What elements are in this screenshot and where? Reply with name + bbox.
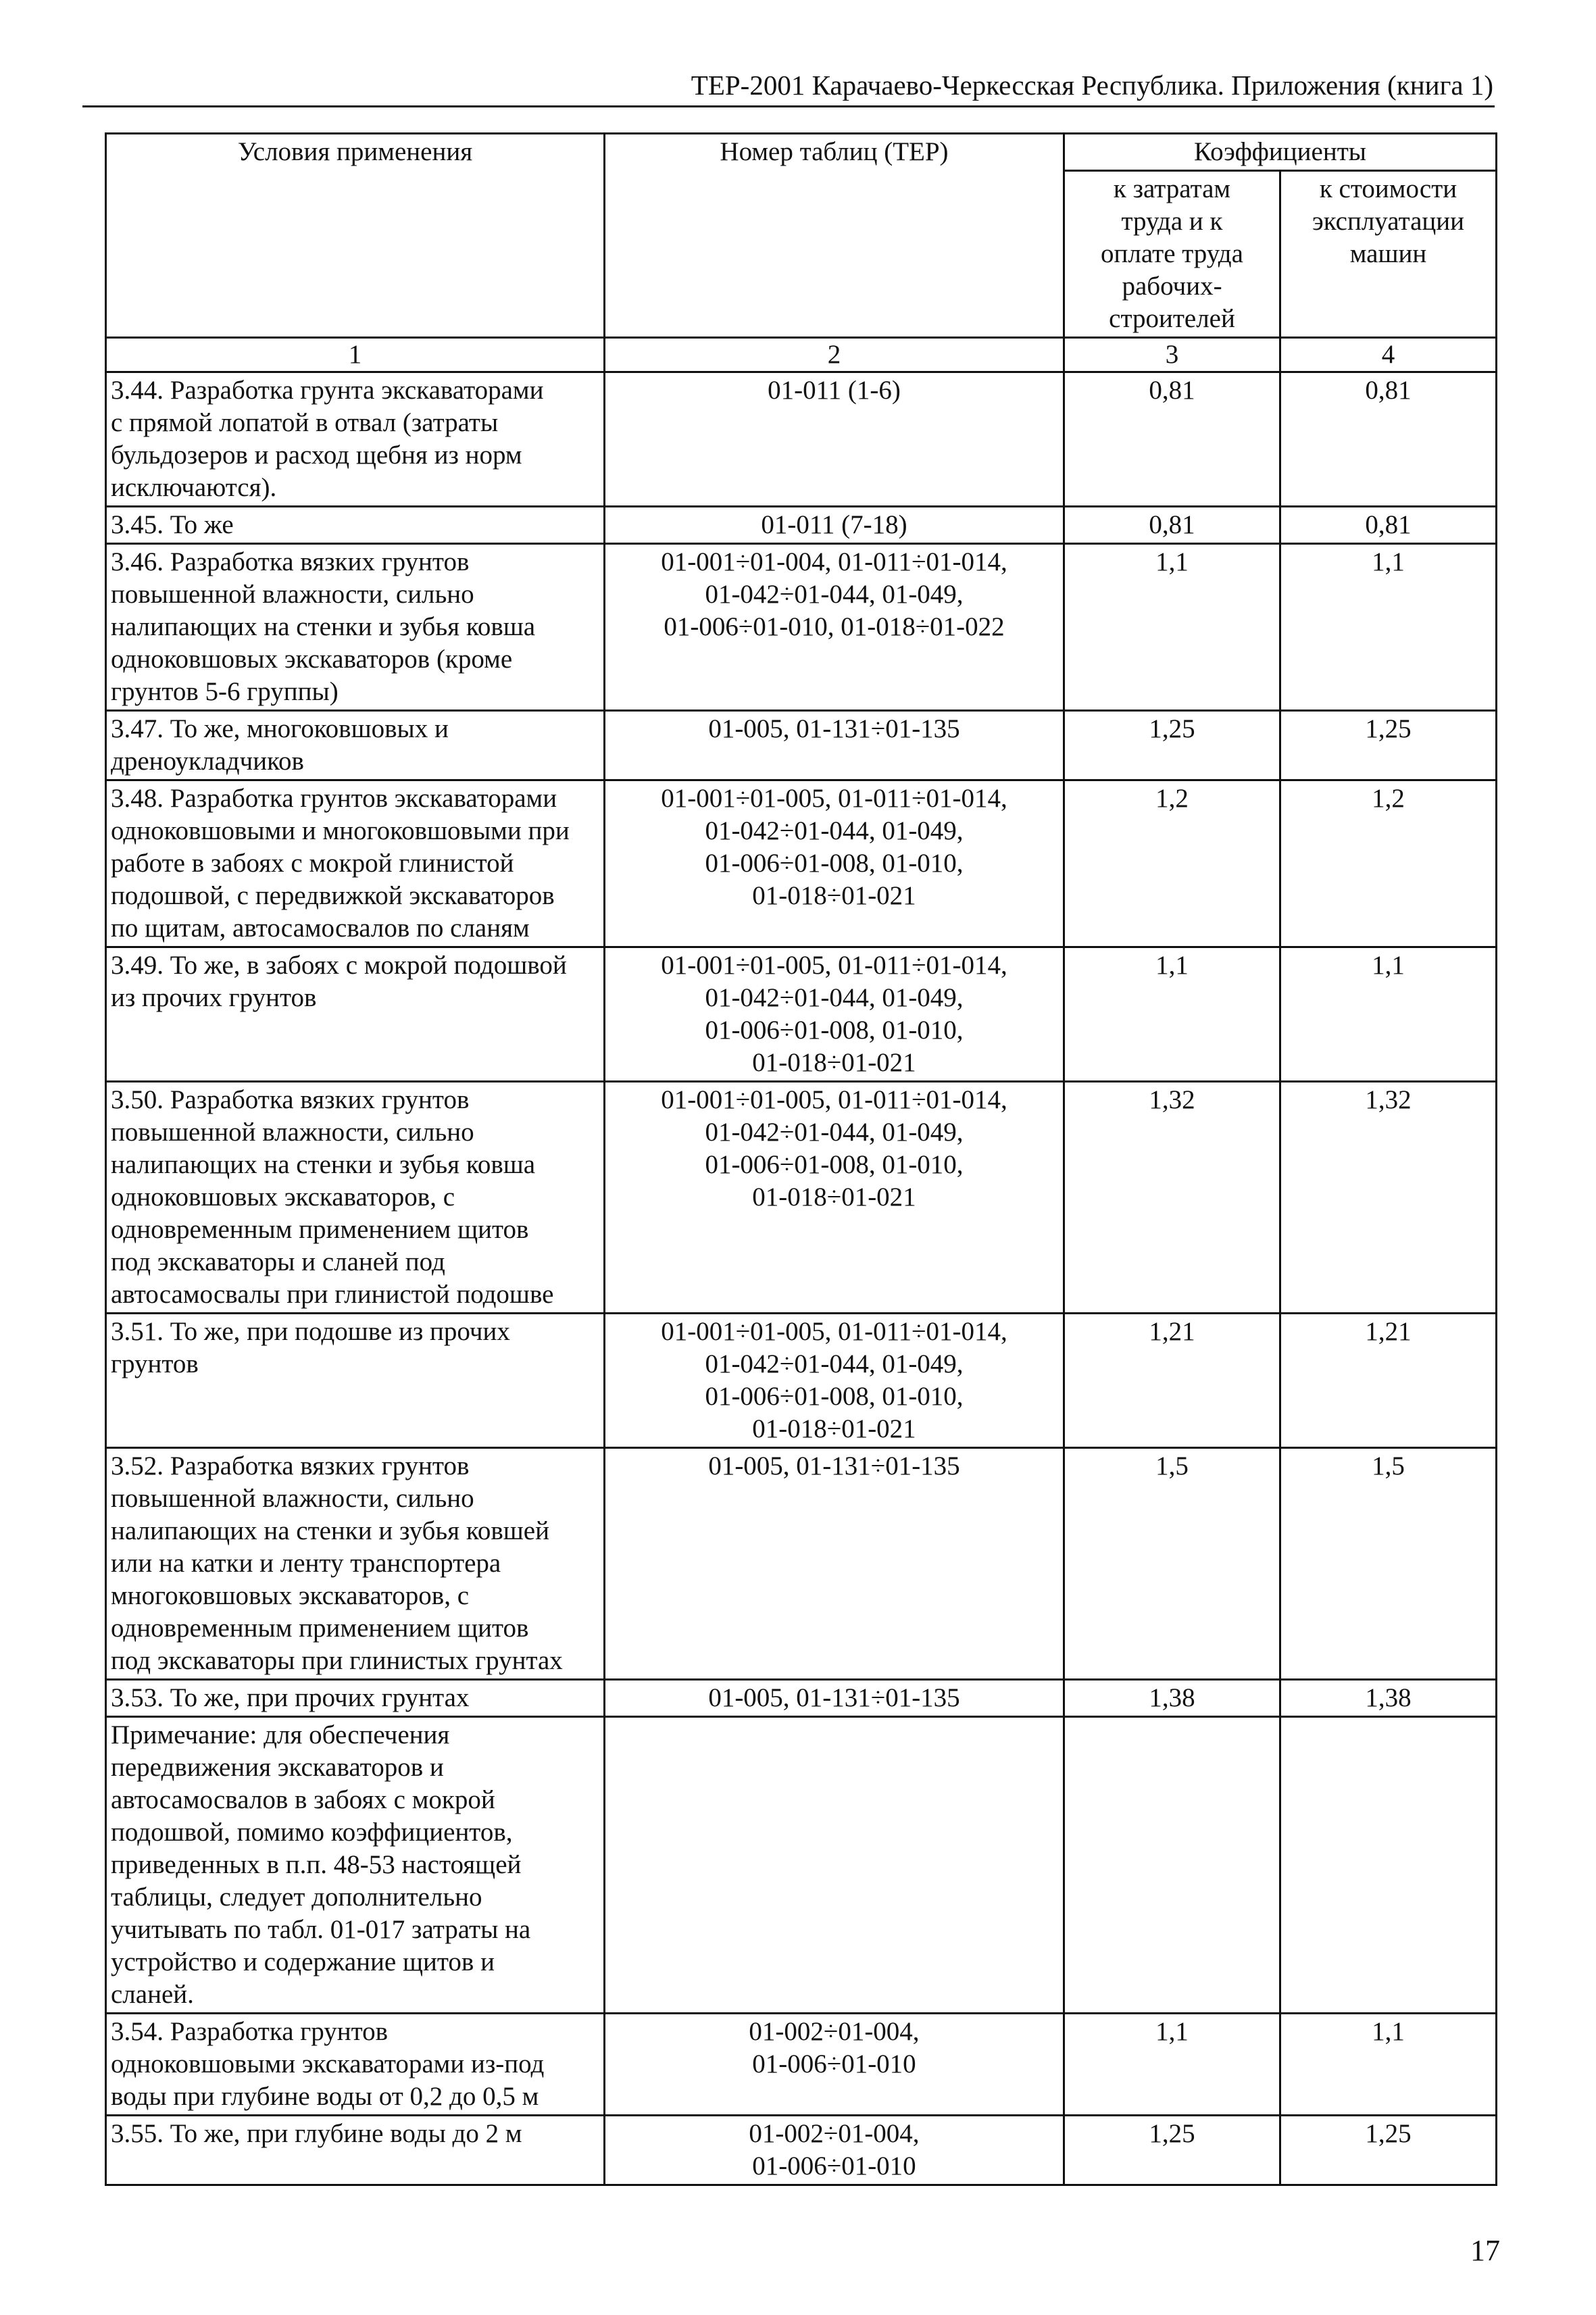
condition-line: под экскаваторы и сланей под bbox=[111, 1247, 445, 1276]
machines-coefficient-cell: 0,81 bbox=[1280, 507, 1497, 544]
header-machines-line: эксплуатации bbox=[1312, 207, 1465, 236]
labor-coefficient-cell: 0,81 bbox=[1064, 372, 1280, 507]
header-coefficients: Коэффициенты bbox=[1064, 134, 1497, 171]
table-number-cell bbox=[605, 2116, 1064, 2185]
machines-coefficient-cell bbox=[1280, 1717, 1497, 2014]
header-labor-line: к затратам bbox=[1113, 174, 1231, 203]
header-machines-line: к стоимости bbox=[1319, 174, 1457, 203]
labor-coefficient-cell: 1,5 bbox=[1064, 1448, 1280, 1680]
condition-line: одноковшовыми и многоковшовыми при bbox=[111, 816, 570, 845]
header-labor-line: труда и к bbox=[1121, 207, 1223, 236]
condition-line: грунтов bbox=[111, 1349, 199, 1378]
condition-line: одноковшовыми экскаваторами из-под bbox=[111, 2049, 545, 2078]
header-labor-coefficient bbox=[1064, 171, 1280, 338]
condition-line: повышенной влажности, сильно bbox=[111, 1484, 474, 1513]
table-row bbox=[106, 2116, 1497, 2185]
table-number-line: 01-018÷01-021 bbox=[752, 881, 916, 910]
header-divider bbox=[82, 105, 1495, 107]
header-labor-line: оплате труда bbox=[1101, 239, 1243, 268]
table-number-line: 01-042÷01-044, 01-049, bbox=[705, 1118, 964, 1147]
table-number-line: 01-011 (7-18) bbox=[761, 510, 907, 539]
machines-coefficient-cell: 1,38 bbox=[1280, 1680, 1497, 1717]
condition-line: или на катки и ленту транспортера bbox=[111, 1549, 501, 1578]
condition-line: Примечание: для обеспечения bbox=[111, 1720, 450, 1749]
condition-line: 3.44. Разработка грунта экскаваторами bbox=[111, 376, 544, 405]
table-number-line: 01-005, 01-131÷01-135 bbox=[708, 1451, 960, 1480]
machines-coefficient-cell: 1,1 bbox=[1280, 544, 1497, 711]
table-number-cell bbox=[605, 2014, 1064, 2116]
condition-line: многоковшовых экскаваторов, с bbox=[111, 1581, 470, 1610]
condition-line: одновременным применением щитов bbox=[111, 1614, 529, 1643]
condition-line: 3.53. То же, при прочих грунтах bbox=[111, 1683, 470, 1712]
condition-line: исключаются). bbox=[111, 473, 277, 502]
header-machines-line: машин bbox=[1349, 239, 1427, 268]
condition-line: повышенной влажности, сильно bbox=[111, 1118, 474, 1147]
labor-coefficient-cell: 1,25 bbox=[1064, 2116, 1280, 2185]
condition-line: под экскаваторы при глинистых грунтах bbox=[111, 1646, 563, 1675]
header-conditions: Условия применения bbox=[106, 134, 605, 338]
table-number-line: 01-002÷01-004, bbox=[749, 2017, 920, 2046]
table-number-line: 01-001÷01-004, 01-011÷01-014, bbox=[661, 547, 1007, 576]
table-row bbox=[106, 1448, 1497, 1680]
condition-cell bbox=[106, 780, 605, 947]
table-number-line: 01-042÷01-044, 01-049, bbox=[705, 816, 964, 845]
condition-cell bbox=[106, 544, 605, 711]
table-number-line: 01-006÷01-010 bbox=[752, 2049, 916, 2078]
table-number-cell bbox=[605, 1082, 1064, 1314]
condition-line: 3.46. Разработка вязких грунтов bbox=[111, 547, 470, 576]
condition-line: 3.52. Разработка вязких грунтов bbox=[111, 1451, 470, 1480]
table-number-line: 01-001÷01-005, 01-011÷01-014, bbox=[661, 784, 1007, 813]
condition-line: по щитам, автосамосвалов по сланям bbox=[111, 914, 530, 943]
table-row bbox=[106, 2014, 1497, 2116]
machines-coefficient-cell: 1,25 bbox=[1280, 711, 1497, 780]
coefficients-table bbox=[105, 132, 1497, 2186]
table-number-line: 01-018÷01-021 bbox=[752, 1048, 916, 1077]
condition-line: грунтов 5-6 группы) bbox=[111, 677, 339, 706]
page-number: 17 bbox=[1470, 2234, 1500, 2267]
condition-line: подошвой, помимо коэффициентов, bbox=[111, 1818, 513, 1847]
condition-line: одновременным применением щитов bbox=[111, 1215, 529, 1244]
condition-cell bbox=[106, 711, 605, 780]
condition-line: автосамосвалы при глинистой подошве bbox=[111, 1280, 554, 1309]
labor-coefficient-cell: 1,32 bbox=[1064, 1082, 1280, 1314]
table-number-cell bbox=[605, 947, 1064, 1082]
condition-line: подошвой, с передвижкой экскаваторов bbox=[111, 881, 555, 910]
condition-cell bbox=[106, 1717, 605, 2014]
header-table-number: Номер таблиц (ТЕР) bbox=[605, 134, 1064, 338]
labor-coefficient-cell: 1,1 bbox=[1064, 544, 1280, 711]
table-row bbox=[106, 1314, 1497, 1448]
condition-cell bbox=[106, 947, 605, 1082]
table-row bbox=[106, 780, 1497, 947]
condition-cell bbox=[106, 1082, 605, 1314]
labor-coefficient-cell: 1,2 bbox=[1064, 780, 1280, 947]
condition-line: учитывать по табл. 01-017 затраты на bbox=[111, 1915, 531, 1944]
condition-line: 3.48. Разработка грунтов экскаваторами bbox=[111, 784, 557, 813]
condition-line: бульдозеров и расход щебня из норм bbox=[111, 441, 522, 470]
machines-coefficient-cell: 1,32 bbox=[1280, 1082, 1497, 1314]
table-number-line: 01-005, 01-131÷01-135 bbox=[708, 1683, 960, 1712]
column-number-row bbox=[106, 338, 1497, 372]
table-number-line: 01-006÷01-010, 01-018÷01-022 bbox=[664, 612, 1005, 641]
condition-line: 3.50. Разработка вязких грунтов bbox=[111, 1085, 470, 1114]
condition-line: 3.51. То же, при подошве из прочих bbox=[111, 1317, 510, 1346]
condition-line: дреноукладчиков bbox=[111, 747, 304, 776]
table-number-cell bbox=[605, 780, 1064, 947]
table-number-cell bbox=[605, 711, 1064, 780]
table-number-line: 01-006÷01-010 bbox=[752, 2151, 916, 2181]
condition-cell bbox=[106, 2014, 605, 2116]
table-row bbox=[106, 507, 1497, 544]
machines-coefficient-cell: 1,2 bbox=[1280, 780, 1497, 947]
condition-line: устройство и содержание щитов и bbox=[111, 1947, 495, 1976]
machines-coefficient-cell: 1,5 bbox=[1280, 1448, 1497, 1680]
machines-coefficient-cell: 1,1 bbox=[1280, 2014, 1497, 2116]
table-number-line: 01-042÷01-044, 01-049, bbox=[705, 580, 964, 609]
condition-line: налипающих на стенки и зубья ковша bbox=[111, 1150, 536, 1179]
labor-coefficient-cell: 1,21 bbox=[1064, 1314, 1280, 1448]
labor-coefficient-cell bbox=[1064, 1717, 1280, 2014]
column-number: 4 bbox=[1280, 338, 1497, 372]
condition-cell bbox=[106, 2116, 605, 2185]
column-number: 1 bbox=[106, 338, 605, 372]
header-labor-line: строителей bbox=[1109, 304, 1235, 333]
condition-line: повышенной влажности, сильно bbox=[111, 580, 474, 609]
labor-coefficient-cell: 0,81 bbox=[1064, 507, 1280, 544]
table-row bbox=[106, 372, 1497, 507]
table-number-line: 01-001÷01-005, 01-011÷01-014, bbox=[661, 1085, 1007, 1114]
condition-line: работе в забоях с мокрой глинистой bbox=[111, 849, 514, 878]
condition-cell bbox=[106, 507, 605, 544]
labor-coefficient-cell: 1,25 bbox=[1064, 711, 1280, 780]
table-row bbox=[106, 1082, 1497, 1314]
labor-coefficient-cell: 1,1 bbox=[1064, 947, 1280, 1082]
condition-line: автосамосвалов в забоях с мокрой bbox=[111, 1785, 495, 1814]
table-row bbox=[106, 1717, 1497, 2014]
condition-line: 3.45. То же bbox=[111, 510, 234, 539]
condition-line: 3.47. То же, многоковшовых и bbox=[111, 714, 449, 743]
table-body bbox=[106, 372, 1497, 2185]
condition-line: одноковшовых экскаваторов (кроме bbox=[111, 645, 513, 674]
table-number-line: 01-006÷01-008, 01-010, bbox=[705, 1016, 964, 1045]
table-number-line: 01-042÷01-044, 01-049, bbox=[705, 1349, 964, 1378]
column-number: 2 bbox=[605, 338, 1064, 372]
condition-line: налипающих на стенки и зубья ковша bbox=[111, 612, 536, 641]
table-number-line: 01-001÷01-005, 01-011÷01-014, bbox=[661, 1317, 1007, 1346]
table-number-line: 01-042÷01-044, 01-049, bbox=[705, 983, 964, 1012]
condition-cell bbox=[106, 372, 605, 507]
page-header-title: ТЕР-2001 Карачаево-Черкесская Республика. Приложения (книга 1) bbox=[691, 70, 1493, 101]
table-number-cell bbox=[605, 1680, 1064, 1717]
table-number-line: 01-006÷01-008, 01-010, bbox=[705, 1382, 964, 1411]
table-number-cell bbox=[605, 1314, 1064, 1448]
table-number-cell bbox=[605, 507, 1064, 544]
condition-line: с прямой лопатой в отвал (затраты bbox=[111, 408, 499, 437]
labor-coefficient-cell: 1,1 bbox=[1064, 2014, 1280, 2116]
condition-line: сланей. bbox=[111, 1980, 194, 2009]
condition-line: 3.55. То же, при глубине воды до 2 м bbox=[111, 2119, 522, 2148]
table-number-cell bbox=[605, 372, 1064, 507]
condition-cell bbox=[106, 1314, 605, 1448]
condition-line: передвижения экскаваторов и bbox=[111, 1753, 444, 1782]
header-machines-coefficient bbox=[1280, 171, 1497, 338]
table-number-cell bbox=[605, 1717, 1064, 2014]
table-row bbox=[106, 544, 1497, 711]
condition-line: воды при глубине воды от 0,2 до 0,5 м bbox=[111, 2082, 539, 2111]
table-number-line: 01-001÷01-005, 01-011÷01-014, bbox=[661, 951, 1007, 980]
machines-coefficient-cell: 0,81 bbox=[1280, 372, 1497, 507]
condition-line: 3.49. То же, в забоях с мокрой подошвой bbox=[111, 951, 567, 980]
table-row bbox=[106, 1680, 1497, 1717]
machines-coefficient-cell: 1,21 bbox=[1280, 1314, 1497, 1448]
condition-line: приведенных в п.п. 48-53 настоящей bbox=[111, 1850, 522, 1879]
table-number-line: 01-006÷01-008, 01-010, bbox=[705, 849, 964, 878]
condition-cell bbox=[106, 1680, 605, 1717]
table-number-cell bbox=[605, 544, 1064, 711]
machines-coefficient-cell: 1,25 bbox=[1280, 2116, 1497, 2185]
table-number-line: 01-011 (1-6) bbox=[768, 376, 901, 405]
condition-cell bbox=[106, 1448, 605, 1680]
table-number-cell bbox=[605, 1448, 1064, 1680]
condition-line: одноковшовых экскаваторов, с bbox=[111, 1183, 455, 1212]
labor-coefficient-cell: 1,38 bbox=[1064, 1680, 1280, 1717]
column-number: 3 bbox=[1064, 338, 1280, 372]
table-number-line: 01-005, 01-131÷01-135 bbox=[708, 714, 960, 743]
table-number-line: 01-018÷01-021 bbox=[752, 1414, 916, 1443]
machines-coefficient-cell: 1,1 bbox=[1280, 947, 1497, 1082]
condition-line: из прочих грунтов bbox=[111, 983, 317, 1012]
table-number-line: 01-002÷01-004, bbox=[749, 2119, 920, 2148]
condition-line: 3.54. Разработка грунтов bbox=[111, 2017, 389, 2046]
table-number-line: 01-006÷01-008, 01-010, bbox=[705, 1150, 964, 1179]
condition-line: налипающих на стенки и зубья ковшей bbox=[111, 1516, 549, 1545]
table-number-line: 01-018÷01-021 bbox=[752, 1183, 916, 1212]
table-row bbox=[106, 947, 1497, 1082]
table-row bbox=[106, 711, 1497, 780]
condition-line: таблицы, следует дополнительно bbox=[111, 1883, 482, 1912]
header-labor-line: рабочих- bbox=[1122, 272, 1222, 301]
